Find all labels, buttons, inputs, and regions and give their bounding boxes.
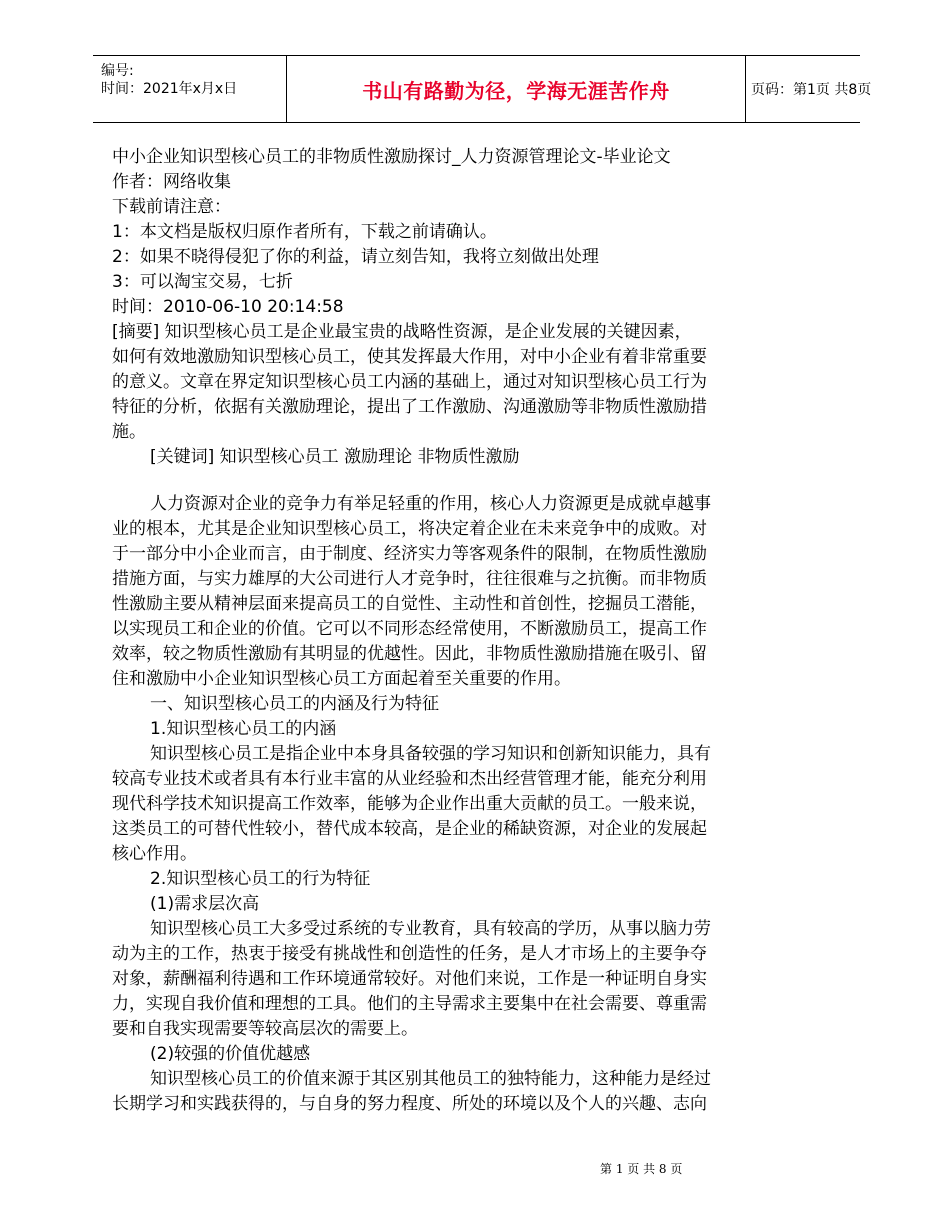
notice-item: 1：本文档是版权归原作者所有，下载之前请确认。	[112, 222, 497, 242]
motto-text: 书山有路勤为径，学海无涯苦作舟	[362, 78, 670, 103]
page-info: 页码：第1页 共8页	[751, 82, 872, 98]
notice-item: 3：可以淘宝交易，七折	[112, 272, 293, 292]
paragraph-line: 性激励主要从精神层面来提高员工的自觉性、主动性和首创性，挖掘员工潜能，	[112, 594, 707, 614]
paragraph-line: 业的根本，尤其是企业知识型核心员工，将决定着企业在未来竞争中的成败。对	[112, 519, 707, 539]
abstract-line: 如何有效地激励知识型核心员工，使其发挥最大作用，对中小企业有着非常重要	[112, 347, 707, 367]
point-heading: (2)较强的价值优越感	[150, 1044, 311, 1064]
abstract-line: 特征的分析，依据有关激励理论，提出了工作激励、沟通激励等非物质性激励措	[112, 397, 707, 417]
paragraph-line: 核心作用。	[112, 844, 197, 864]
abstract-line: 施。	[112, 422, 146, 442]
paragraph-line: 对象，薪酬福利待遇和工作环境通常较好。对他们来说，工作是一种证明自身实	[112, 969, 707, 989]
paragraph-line: 住和激励中小企业知识型核心员工方面起着至关重要的作用。	[112, 669, 571, 689]
paragraph-line: 知识型核心员工是指企业中本身具备较强的学习知识和创新知识能力，具有	[150, 744, 711, 764]
document-title: 中小企业知识型核心员工的非物质性激励探讨_人力资源管理论文-毕业论文	[112, 147, 671, 167]
paragraph-line: 要和自我实现需要等较高层次的需要上。	[112, 1019, 418, 1039]
paragraph-line: 效率，较之物质性激励有其明显的优越性。因此，非物质性激励措施在吸引、留	[112, 644, 707, 664]
paragraph-line: 于一部分中小企业而言，由于制度、经济实力等客观条件的限制，在物质性激励	[112, 544, 707, 564]
document-time-label: 时间：2021年x月x日	[101, 81, 238, 97]
paragraph-line: 力，实现自我价值和理想的工具。他们的主导需求主要集中在社会需要、尊重需	[112, 994, 707, 1014]
paragraph-line: 长期学习和实践获得的，与自身的努力程度、所处的环境以及个人的兴趣、志向	[112, 1094, 707, 1114]
paragraph-line: 以实现员工和企业的价值。它可以不同形态经常使用，不断激励员工，提高工作	[112, 619, 707, 639]
subsection-heading: 2.知识型核心员工的行为特征	[150, 869, 371, 889]
document-header	[93, 55, 872, 123]
paragraph-line: 措施方面，与实力雄厚的大公司进行人才竞争时，往往很难与之抗衡。而非物质	[112, 569, 707, 589]
point-heading: (1)需求层次高	[150, 894, 260, 914]
paragraph-line: 知识型核心员工的价值来源于其区别其他员工的独特能力，这种能力是经过	[150, 1069, 711, 1089]
paragraph-line: 知识型核心员工大多受过系统的专业教育，具有较高的学历，从事以脑力劳	[150, 919, 711, 939]
page-footer: 第 1 页 共 8 页	[600, 1162, 683, 1176]
paragraph-line: 人力资源对企业的竞争力有举足轻重的作用，核心人力资源更是成就卓越事	[150, 494, 711, 514]
notice-heading: 下载前请注意：	[112, 197, 231, 217]
paragraph-line: 较高专业技术或者具有本行业丰富的从业经验和杰出经营管理才能，能充分利用	[112, 769, 707, 789]
keywords-line: [关键词] 知识型核心员工 激励理论 非物质性激励	[150, 447, 520, 467]
paragraph-line: 这类员工的可替代性较小，替代成本较高，是企业的稀缺资源，对企业的发展起	[112, 819, 707, 839]
notice-item: 2：如果不晓得侵犯了你的利益，请立刻告知，我将立刻做出处理	[112, 247, 599, 267]
header-page-cell	[745, 56, 872, 122]
timestamp-line: 时间：2010-06-10 20:14:58	[112, 297, 344, 317]
paragraph-line: 现代科学技术知识提高工作效率，能够为企业作出重大贡献的员工。一般来说，	[112, 794, 707, 814]
section-heading: 一、知识型核心员工的内涵及行为特征	[150, 694, 439, 714]
author-line: 作者：网络收集	[112, 172, 231, 192]
abstract-line: [摘要] 知识型核心员工是企业最宝贵的战略性资源，是企业发展的关键因素，	[112, 322, 692, 342]
abstract-line: 的意义。文章在界定知识型核心员工内涵的基础上，通过对知识型核心员工行为	[112, 372, 707, 392]
paragraph-line: 动为主的工作，热衷于接受有挑战性和创造性的任务，是人才市场上的主要争夺	[112, 944, 707, 964]
document-number-label: 编号:	[101, 63, 134, 79]
header-left-cell	[93, 56, 286, 122]
header-motto-cell	[286, 56, 746, 122]
subsection-heading: 1.知识型核心员工的内涵	[150, 719, 337, 739]
